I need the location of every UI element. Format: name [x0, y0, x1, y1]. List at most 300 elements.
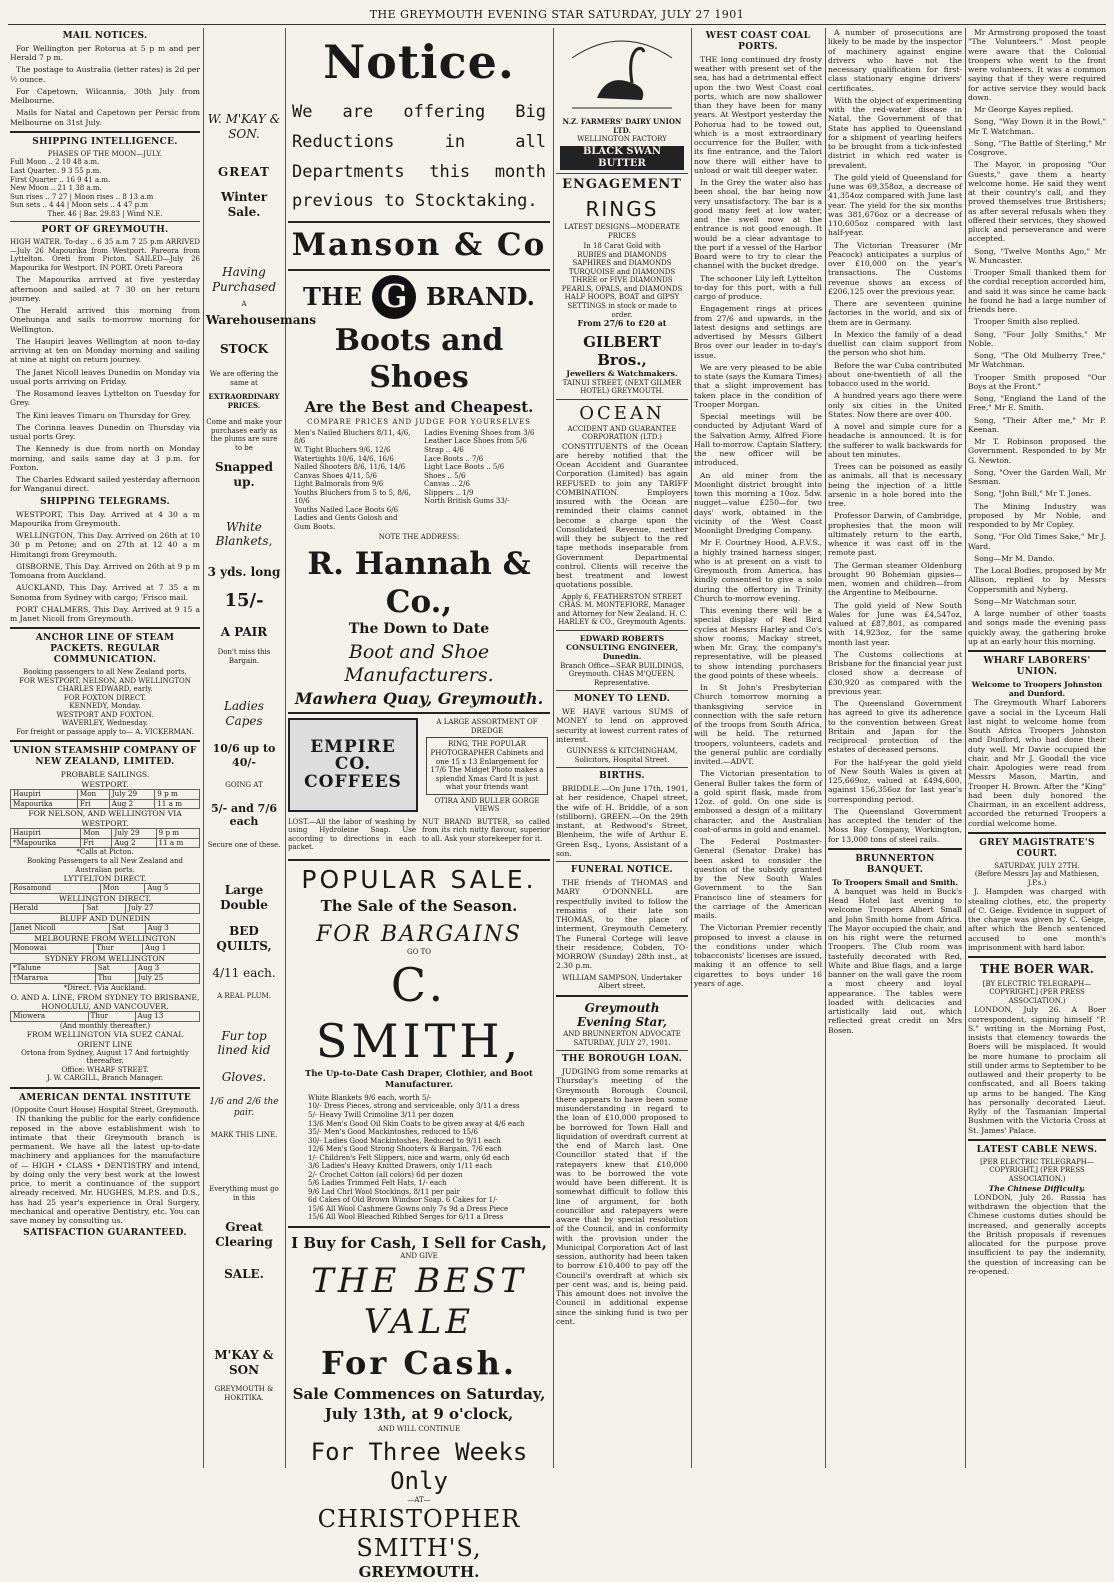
small-ads-row: [288, 718, 550, 813]
and-give: AND GIVE: [400, 1252, 438, 1261]
table-cell: Sat: [110, 924, 145, 934]
note-address: NOTE THE ADDRESS:: [378, 533, 460, 542]
coal-title: WEST COAST COAL PORTS.: [705, 31, 811, 52]
table-cell: Janet Nicoll: [11, 924, 110, 934]
soap-butter-row: [288, 818, 550, 855]
table-cell: Thur: [94, 944, 143, 954]
bed-quilts: BED QUILTS,: [216, 924, 272, 953]
brunnerton-title: BRUNNERTON BANQUET.: [855, 853, 935, 875]
going-price: 5/- and 7/6 each: [210, 801, 278, 829]
bluff-title: BLUFF AND DUNEDIN: [59, 914, 151, 924]
table-cell: Mon: [81, 828, 112, 838]
price-item: Lace Boots .. 7/6: [424, 454, 484, 463]
table-cell: July 27: [126, 904, 200, 914]
smith-item: 3/6 Ladies's Heavy Knitted Drawers, only 1/11 each: [308, 1162, 492, 1171]
china-body: LONDON, July 26. Russia has withdrawn the objection that the Chinese customs duties should be increased, and generally accepts the British proposals if revenues allocated for the purpose prove insufficient to pay the indemnity, the question of increasing can be re-opened.: [968, 1192, 1106, 1276]
paragraph: THE long continued dry frosty weather with present set of the sea, has had a detrimental effect upon the two West Coast coal ports, which are now shallower than they have been for many years. At Westport yesterday the Pohorua had to be towed out, which is a most extraordinary occurrence for the Buller, with its fine entrance, and the Talori now there will either have to unload or wait till deeper water.: [694, 54, 822, 175]
court-title: GREY MAGISTRATE'S COURT.: [979, 837, 1095, 859]
firm-name: W. M'KAY & SON.: [207, 112, 281, 141]
brunnerton-sub: To Troopers Small and Smith.: [831, 877, 959, 887]
paragraph: Song—Mr M. Dando.: [974, 553, 1055, 563]
g-brand-row: [288, 275, 550, 319]
divider: [10, 1087, 200, 1089]
table-cell: Thu: [95, 974, 135, 984]
ring-price: From 27/6 to £20 at: [577, 318, 667, 329]
anchor-lines: [10, 668, 200, 736]
table-cell: Aug 13: [135, 1012, 199, 1022]
divider: [10, 131, 200, 133]
suez-text: Ortona from Sydney, August 17 And fortnightly thereafter.: [21, 1048, 189, 1066]
paragraph: In the Grey the water also has been shoal, the bar being now very unsatisfactory. The bar is a good many feet at low water, and the swell now at the entrance is not good enough. It would be a clear advantage to the port if a vessel of the Harbor Board were to try to clear the channel with the bucket dredge.: [694, 178, 822, 271]
for-cash: For Cash.: [321, 1343, 517, 1382]
port-title: PORT OF GREYMOUTH.: [41, 225, 169, 236]
money-firm: GUINNESS & KITCHINGHAM, Solicitors, Hospital Street.: [566, 747, 678, 764]
table-cell: Haupiri: [11, 828, 81, 838]
dont-miss: Don't miss this Bargain.: [217, 648, 271, 665]
ring-ad: [424, 718, 550, 813]
anchor-line: FOR WESTPORT, NELSON, AND WELLINGTON: [19, 676, 191, 685]
wharf-body: The Greymouth Wharf Laborers gave a social in the Lyceum Hall last night to welcome home from South Africa Troopers Johnston and Dunford, who had done their duty well. Mr Davie occupied the chair, and Mr J. Goodall the vice chair. Apologies were read from Messrs Mason, Martin, and Trooper H. Brown. After the "King" had been duly honored the Chairman, in an excellent address, accorded the returned Troopers a cordial welcome home.: [968, 698, 1106, 828]
telegram: WELLINGTON, This Day. Arrived on 26th at 10 30 p m Petone; and on 27th at 12 40 a m Himitangi from Greymouth.: [10, 531, 200, 559]
office: Office: WHARF STREET.: [61, 1065, 149, 1074]
paragraph: There are seventeen quinine factories in the world, and six of them are in Germany.: [828, 299, 962, 327]
tainui: TAINUI STREET, (NEXT GILMER HOTEL) GREYMOUTH.: [562, 378, 682, 396]
hannah-name: R. Hannah & Co.,: [307, 545, 531, 620]
table-cell: Sat: [95, 964, 135, 974]
telegrams-title: SHIPPING TELEGRAMS.: [40, 496, 170, 507]
sun-line: Sun sets .. 4 44 | Moon sets .. 4 47 p.m: [10, 201, 148, 210]
great-clearing: Great Clearing: [215, 1220, 273, 1249]
telegram: WESTPORT, This Day. Arrived at 4 30 a m Mapourika from Greymouth.: [10, 509, 200, 528]
dental-title: AMERICAN DENTAL INSTITUTE: [19, 1092, 191, 1103]
boots-headline: Boots and Shoes: [334, 322, 504, 395]
funeral: THE friends of THOMAS and MARY O'DONNELL are respectfully invited to follow the remains of their late son THOMAS, to the place of interment, Greymouth Cemetery. The Funeral Cortege will leave their residence, Cobden, TO-MORROW (Sunday) 28th inst., at 2.30 p.m.: [556, 878, 688, 971]
g-logo-icon: G: [372, 275, 416, 319]
paragraph: This evening there will be a special display of Red Bird cycles at Messrs Harley and Co's show rooms, Mackay street, when Mr. Gray, the company's representative, will be pleased to show intending purchasers the good points of these wheels.: [694, 606, 822, 680]
snapped-up: Snapped up.: [215, 460, 273, 490]
paragraph: Mr Armstrong proposed the toast "The Volunteers." Most people were aware that the Colonial troopers who went to the front were volunteers. It was a common saying that if they were required for active service they would back down.: [968, 28, 1106, 102]
paragraph: Song, "For Old Times Sake," Mr J. Ward.: [968, 532, 1106, 551]
table-cell: 11 a m: [156, 838, 200, 848]
undertaker: WILLIAM SAMPSON, Undertaker Albert street.: [562, 973, 682, 991]
paragraph: Song, "England the Land of the Free," Mr E. Smith.: [968, 394, 1106, 413]
compare: COMPARE PRICES AND JUDGE FOR YOURSELVES: [307, 418, 531, 427]
moon-row: Full Moon .. 2 10 48 a.m.: [10, 158, 100, 167]
divider: [556, 861, 688, 862]
melbourne-title: MELBOURNE FROM WELLINGTON: [34, 934, 176, 944]
telegram: AUCKLAND, This Day. Arrived at 7 35 a m Sonoma from Sydney with cargo; 'Frisco mail.: [10, 583, 200, 602]
price-item: Light Balmorals from 9/6: [294, 480, 384, 489]
table-cell: Sat: [84, 904, 126, 914]
sun-times: [10, 193, 200, 210]
dairy-logo-top: N.Z. FARMERS' DAIRY UNION LTD.: [562, 117, 682, 135]
paragraph: For the half-year the gold yield of New South Wales is given at 125,669oz, valued at £494,600, against 156,356oz for last year's corresponding period.: [828, 757, 962, 804]
white-blankets: White Blankets,: [215, 519, 273, 549]
engagement: ENGAGEMENT: [562, 176, 682, 192]
loan-title: THE BOROUGH LOAN.: [561, 1054, 683, 1065]
paragraph: Song, "Way Down it in the Bowl," Mr T. Watchman.: [968, 117, 1106, 136]
smith-item: 6d Cakes of Old Brown Windsor Soap, 6 Cakes for 1/-: [308, 1196, 498, 1205]
divider: [288, 269, 550, 271]
mail-notices-title: MAIL NOTICES.: [62, 31, 148, 41]
column-divider: [285, 28, 286, 1468]
paragraph: Trees can be poisoned as easily as animals, all that is necessary being the injection of a little arsenic in a hole bored into the tree.: [828, 462, 962, 508]
column-divider: [965, 28, 966, 1468]
blanket-price: 15/-: [224, 589, 264, 611]
large-double: Large Double: [220, 883, 268, 912]
port-paragraph: The Herald arrived this morning from Onehunga and sails to-morrow morning for Wellington.: [10, 306, 200, 334]
bluff-table: [10, 923, 200, 934]
mark-line: MARK THIS LINE.: [210, 1130, 278, 1139]
port-paragraph: The Rosamond leaves Lyttelton on Tuesday for Grey.: [10, 389, 200, 408]
mail-line: For Wellington per Rotorua at 5 p m and per Herald 7 p m.: [10, 43, 200, 63]
paragraph: Trooper Small thanked them for the cordial reception accorded him, and said it was since he came back he found he had a large number of friends here.: [968, 268, 1106, 314]
paragraph: Special meetings will be conducted by Adjutant Ward of the Salvation Army, Alfred Fiore Hall to-morrow. Captain Slattery, the new officer will be introduced.: [694, 412, 822, 468]
telegrams: [10, 510, 200, 624]
real-plum: A REAL PLUM.: [217, 992, 271, 1001]
price-item: North British Gums 33/-: [424, 497, 510, 506]
smith-item: 5/- Heavy Twill Crimoline 3/11 per dozen: [308, 1111, 454, 1119]
secure: Secure one of these.: [207, 840, 281, 849]
anchor-line: WESTPORT AND FOXTON.: [56, 710, 154, 719]
column-divider: [203, 28, 204, 1468]
brand-word: BRAND.: [425, 282, 535, 312]
price-item: Watertights 10/6, 14/6, 16/6: [294, 454, 394, 463]
news-paragraphs: [828, 28, 962, 844]
column-news: [828, 28, 962, 1468]
sale-date: July 13th, at 9 o'clock,: [324, 1405, 514, 1423]
price-item: Shoes .. 5/6: [424, 471, 466, 480]
table-cell: July 25: [135, 974, 199, 984]
fur-top: Fur top lined kid: [217, 1028, 271, 1058]
lost-notice: LOST.—All the labor of washing by using Hydroleine Soap. Use according to directions in each packet.: [288, 817, 416, 852]
table-cell: Mapourika: [11, 799, 78, 809]
divider: [10, 627, 200, 629]
divider: [556, 630, 688, 631]
three-weeks: For Three Weeks Only: [310, 1437, 528, 1496]
glove-price: 1/6 and 2/6 the pair.: [209, 1096, 279, 1118]
table-cell: *Mapourika: [11, 838, 81, 848]
sale-commences: Sale Commences on Saturday,: [292, 1384, 546, 1403]
paragraph: The gold yield of New South Wales for June was £4,547oz, valued at £87,801, as compared with 14,923oz, for the same month last year.: [828, 600, 962, 647]
mawhera-quay: Mawhera Quay, Greymouth.: [294, 688, 544, 708]
column-divider: [553, 28, 554, 1468]
china-title: The Chinese Difficulty.: [988, 1183, 1086, 1193]
paragraph: Mr T. Robinson proposed the Government. Responded to by Mr G. Newton.: [968, 437, 1106, 465]
paragraph: Mr George Kayes replied.: [974, 105, 1074, 114]
price-item: W. Tight Bluchers 9/6, 12/6: [294, 446, 391, 454]
stock: STOCK: [219, 341, 269, 356]
column-mkay-ad: [206, 28, 316, 1468]
smith-item: 30/- Ladies Good Mackintoshes, Reduced to 9/11 each: [308, 1136, 501, 1145]
carat: In 18 Carat Gold with: [583, 242, 661, 251]
table-row: [11, 799, 200, 809]
table-cell: Aug 1: [143, 944, 200, 954]
table-row: [11, 924, 200, 934]
come-early: Come and make your purchases early as the plums are sure to be: [206, 418, 282, 452]
sailings-title: PROBABLE SAILINGS.: [60, 770, 150, 780]
court-body: J. Hampden was charged with stealing clothes, etc, the property of C. Geige. Evidence in support of the charge was given by C. Geige, after which the Bench sentenced accused to one month's imprisonment with hard labor.: [968, 887, 1106, 952]
manufacturers: Boot and Shoe Manufacturers.: [344, 640, 494, 686]
nelson-table: [10, 828, 200, 849]
paragraph: We are very pleased to be able to state (says the Kumara Times) that a slight improvement has taken place in the condition of Trooper Morgan.: [694, 362, 822, 409]
table-cell: Aug 2: [112, 838, 156, 848]
down-to-date: The Down to Date: [348, 621, 490, 638]
column-shipping: [10, 28, 200, 1468]
smith-item: 2/- Crochet Cotton (all colors) 6d per dozen: [308, 1170, 463, 1179]
banquet-paragraphs: [968, 28, 1106, 646]
dental-body: IN thanking the public for the early confidence reposed in the above establishment wish to intimate that their Greymouth branch is permanent. We have all the latest up-to-date machinery and appliances for the manufacture of — HIGH • CLASS • DENTISTRY and intend, by doing only the very best work at the lowest price, to merit a continuance of the support already received. Mr. HUGHES, M.P.S. and D.S., has had 25 year's experience in Oral Surgery, mechanical and operative Dentistry, etc. You can save money by consulting us.: [10, 1114, 200, 1226]
smith-item: 1/- Children's Felt Slippers, nice and warm, only 6d each: [308, 1153, 510, 1162]
paragraph: The Queensland Government has agreed to give its adherence to the convention between Great Britain and Japan for the reciprocal protection of the estates of deceased persons.: [828, 699, 962, 755]
divider: [968, 650, 1106, 652]
a-word: A: [241, 300, 247, 309]
anchor-line: For freight or passage apply to— A. VICKERMAN.: [16, 727, 194, 736]
price-item: Ladies Evening Shoes from 3/6: [424, 428, 535, 437]
paragraph: Professor Darwin, of Cambridge, prophesies that the moon will ultimately return to the earth, whence it was cast off in the remote past.: [828, 511, 962, 558]
column-divider: [691, 28, 692, 1468]
divider: [10, 740, 200, 742]
dental-guarantee: SATISFACTION GUARANTEED.: [23, 1228, 187, 1239]
table-cell: Aug 5: [145, 884, 200, 894]
price-item: Nailed Shooters 8/6, 11/6, 14/6: [294, 463, 406, 472]
table-cell: Rosamond: [11, 884, 101, 894]
births: BRIDDLE.—On June 17th, 1901, at her residence, Chapel street, the wife of H. Briddle, of a son (stillborn). GREEN.—On the 29th instant, at Redwood's Street, Blenheim, the wife of Arthur E. Green Esq., Lyons, Assistant of a son.: [556, 784, 688, 858]
roberts-sub: Branch Office—SEAR BUILDINGS, Greymouth. CHAS M'QUEEN, Representative.: [560, 661, 684, 687]
paragraph: The gold yield of Queensland for June was 69,358oz, a decrease of 41,354oz compared with June last year. The yield for the six months was 381,676oz or a decrease of 110,605oz compared with last half-year.: [828, 172, 962, 238]
paragraph: Before the war Cuba contributed about one-twentieth of all the tobacco used in the world.: [828, 360, 962, 388]
moon-title: PHASES OF THE MOON—JULY.: [47, 149, 163, 158]
mail-line: The postage to Australia (letter rates) is 2d per ½ ounce.: [10, 65, 200, 84]
go-to: GO TO: [407, 948, 431, 957]
divider: [556, 399, 688, 400]
table-cell: Monowai: [11, 944, 94, 954]
brunnerton-body: A banquet was held in Buck's Head Hotel last evening to welcome Troopers Albert Small and John Smith home from Africa. The Mayor occupied the chair, and on his right were the returned Troopers. The Club room was tastefully decorated with Red, White and Blue flags, and a large banner on the wall gave the room a most cheery and loyal appearance. The tables were loaded with delicacies and artistically laid out, which reflected great credit on Mrs Bosen.: [828, 886, 962, 1035]
oa-title: O. AND A. LINE, FROM SYDNEY TO BRISBANE, HONOLULU, AND VANCOUVER.: [10, 992, 200, 1011]
price-item: Youths Bluchers from 5 to 5, 8/6, 10/6: [294, 488, 411, 506]
melbourne-table: [10, 943, 200, 954]
paragraph: Song, "The Battle of Sterling," Mr Cosgrove.: [968, 138, 1106, 157]
shipping-title: SHIPPING INTELLIGENCE.: [32, 136, 178, 147]
oa-table: [10, 1011, 200, 1022]
money-body: WE HAVE various SUMS of MONEY to lend on approved security at lowest current rates of interest.: [556, 707, 688, 744]
column-coal-ports: [694, 28, 822, 1468]
court-before: (Before Messrs Jay and Mathiesen, J.P.s.): [974, 870, 1100, 887]
cable-sub: [PER ELECTRIC TELEGRAPH—COPYRIGHT.] (PER PRESS ASSOCIATION.): [980, 1157, 1094, 1183]
telegram: GISBORNE, This Day. Arrived on 26th at 9 p m Tomoana from Auckland.: [10, 561, 200, 580]
paragraph: A hundred years ago there were only six cities in the United States. Now there are over 400.: [828, 391, 962, 419]
wharf-sub: Welcome to Troopers Johnston and Dunford.: [971, 679, 1103, 699]
table-row: [11, 904, 200, 914]
for-bargains: FOR BARGAINS: [316, 921, 522, 947]
divider: [288, 712, 550, 714]
offering-same: We are offering the same at: [209, 370, 279, 387]
masthead: THE GREYMOUTH EVENING STAR SATURDAY, JULY 27 1901: [369, 8, 745, 21]
sydney-notes: *Direct. †Via Auckland.: [63, 984, 147, 992]
cable-title: LATEST CABLE NEWS.: [976, 1144, 1098, 1155]
divider: [556, 690, 688, 691]
divider: [556, 995, 688, 997]
price-item: Canvas Shoes 4/11, 5/6: [294, 471, 377, 480]
ring-item: RUBIES and DIAMONDS: [577, 250, 667, 259]
telegram: PORT CHALMERS, This Day. Arrived at 9 15 a m Janet Nicoll from Greymouth.: [10, 604, 200, 623]
paragraph: The Mining Industry was proposed by Mr Noble, and responded to by Mr Copley.: [968, 501, 1106, 529]
will-continue: AND WILL CONTINUE: [377, 1425, 461, 1434]
port-paragraph: The Haupiri leaves Wellington at noon to-day arriving at ten on Monday morning and sailing at nine at night on return journey.: [10, 336, 200, 365]
table-cell: July 29: [109, 789, 154, 799]
paragraph: Song, "Four Jolly Smiths," Mr Noble.: [968, 329, 1106, 348]
table-cell: Thur: [88, 1012, 135, 1022]
price-item: Men's Nailed Bluchers 8/11, 4/6, 8/6: [294, 428, 411, 446]
port-paragraph: The Charles Edward sailed yesterday afternoon for Wanganui direct.: [10, 475, 200, 494]
paragraph: A novel and simple cure for a headache is announced. It is for the sufferer to walk backwards for about ten minutes.: [828, 422, 962, 459]
greymouth: GREYMOUTH.: [358, 1563, 480, 1582]
best-cheapest: Are the Best and Cheapest.: [304, 398, 534, 417]
winter-sale: Winter Sale.: [220, 189, 268, 219]
ring-item: TURQUOISE and DIAMONDS: [568, 267, 676, 276]
paragraph: The German steamer Oldenburg brought 90 Bohemian gipsies—men, women and children—from the Argentine to Melbourne.: [828, 560, 962, 598]
paper-sub: AND BRUNNERTON ADVOCATE: [563, 1029, 681, 1038]
paragraph: Song, "Over the Garden Wall, Mr Sesman.: [968, 467, 1106, 486]
divider: [10, 221, 200, 222]
popular-sale: POPULAR SALE.: [301, 864, 537, 894]
divider: [968, 956, 1106, 958]
paragraph: Trooper Smith proposed "Our Boys at the Front.": [968, 372, 1106, 391]
paragraph: The Local Bodies, proposed by Mr Allison, replied to by Messrs Coppersmith and Nyberg.: [968, 566, 1106, 594]
paragraph: The schooner Lily left Lyttelton to-day for this port, with a full cargo of produce.: [694, 273, 822, 302]
column-divider: [825, 28, 826, 1468]
paragraph: In Mexico the family of a dead duellist can claim support from the person who shot him.: [828, 329, 962, 358]
smith-item: White Blankets 9/6 each, worth 5/-: [308, 1093, 432, 1102]
divider: [288, 221, 550, 223]
anchor-line: WAVERLEY, Wednesday.: [61, 719, 149, 728]
paragraph: Song—Mr Watchman sour.: [974, 596, 1077, 606]
anchor-line: KENNEDY, Monday.: [69, 702, 141, 711]
ring-item: SAPHIRES and DIAMONDS: [572, 259, 672, 268]
money-title: MONEY TO LEND.: [573, 694, 671, 705]
ring-items: [556, 251, 688, 319]
table-cell: Aug 2: [109, 799, 154, 809]
extraordinary: EXTRAORDINARY PRICES.: [208, 392, 280, 410]
yds-long: 3 yds. long: [207, 564, 281, 579]
smith-item: 35/- Men's Good Mackintoshes, reduced to 15/6: [308, 1128, 478, 1137]
paragraph: The Customs collections at Brisbane for the financial year just closed show a decrease of £30,920 as compared with the previous year.: [828, 649, 962, 696]
table-cell: Miowera: [11, 1012, 89, 1022]
otira: OTIRA AND BULLER GORGE VIEWS: [434, 796, 540, 814]
at: —AT—: [407, 1496, 431, 1505]
table-cell: Fri: [81, 838, 112, 848]
lyttelton-title: LYTTELTON DIRECT.: [63, 874, 147, 884]
price-item: Strap .. 4/6: [424, 446, 464, 454]
paper-title: Greymouth Evening Star,: [577, 1000, 667, 1030]
ring-item: THREE or FIVE DIAMONDS: [571, 276, 673, 285]
births-title: BIRTHS.: [599, 771, 645, 782]
smith-item: 9/6 Lad Chrl Wool Stockings, 8/11 per pair: [308, 1187, 460, 1196]
divider: [968, 1139, 1106, 1141]
oa-note: (And monthly thereafter.): [59, 1021, 151, 1030]
ocean-body: CONSTITUENTS of the Ocean are hereby notified that the Ocean Accident and Guarantee Corporation (Limited) has again REFUSED to join any TARIFF COMBINATION. Employers insured with the Ocean are reminded their claims cannot become a charge upon the Consolidated Revenue, neither will they be subject to the red tape methods inseparable from Government Departmental control. Clients will receive the best treatment and lowest quotations possible.: [556, 441, 688, 590]
ocean: OCEAN: [579, 402, 665, 424]
going-at: GOING AT: [225, 781, 263, 790]
dental-sub: (Opposite Court House) Hospital Street, Greymouth.: [11, 1105, 199, 1114]
column-reports: [968, 28, 1106, 1468]
capes-price: 10/6 up to 40/-: [212, 742, 276, 769]
port-paragraph: The Kennedy is due from north on Monday morning, and sails same day at 3 p.m. for Foxton.: [10, 444, 200, 472]
mail-notices: [10, 44, 200, 127]
loan-body: JUDGING from some remarks at Thursday's meeting of the Greymouth Borough Council, there appears to have been some misunderstanding in regard to the loan of £10,000 proposed to be borrowed for Town Hall and liquidation of overdraft current at the end of March last. One Councillor stated that if the ratepayers knew that £10,000 was to be borrowed the vote would have been different. It is somewhat difficult to follow this line of argument, for both councillor and ratepayers were aware that by special resolution of the Council, and in conformity with the provision under the Municipal Corporation Act of last session, authority had been taken to borrow £10,400 to pay off the Council's overdraft at which six per cent was, and is, being paid. This amount does not involve the Council in additional expense since the sinking fund is two per cent.: [556, 1067, 688, 1326]
divider: [288, 1226, 550, 1228]
sydney-table: [10, 963, 200, 984]
prices-left: [294, 429, 414, 531]
the-word: THE: [303, 282, 362, 312]
paragraph: Song, "John Bull," Mr T. Jones.: [974, 489, 1092, 499]
table-cell: Aug 3: [135, 964, 199, 974]
sydney-title: SYDNEY FROM WELLINGTON: [44, 954, 166, 964]
wellington-table: [10, 903, 200, 914]
ring-ad-body: RING, THE POPULAR PHOTOGRAPHER Cabinets and one 15 x 13 Enlargement for 17/6 The Midget Photo makes a splendid Xmas Card It is just what your friends want: [426, 737, 548, 794]
divider: [556, 767, 688, 768]
paragraph: The Victorian Premier recently proposed to invest a clause in the conditions under which tobacconists' licenses are issued, making it an offence to sell cigarettes to boys under 16 years of age.: [694, 923, 822, 988]
paragraph: A large number of other toasts and songs made the evening pass quickly away, the gathering broke up at an early hour this morning.: [968, 609, 1106, 646]
nelson-title: FOR NELSON, AND WELLINGTON VIA WESTPORT.: [28, 809, 182, 828]
smith-item: 13/6 Men's Good Oil Skin Coats to be given away at 4/6 each: [308, 1119, 525, 1128]
draper: The Up-to-Date Cash Draper, Clothier, and Boot Manufacturer.: [305, 1069, 533, 1090]
paragraph: Mr F. Courtney Hood, A.F.V.S., a highly trained harness singer, who is at present on a visit to Greymouth from America, has kindly consented to give a solo during the offertory in Trinity Church to-morrow evening.: [694, 538, 822, 603]
paragraph: With the object of experimenting with the red-water disease in Natal, the Government of that State has applied to Queensland for a shipment of yearling heifers to be brought from a tick-infested district in which red water is prevalent.: [828, 95, 962, 170]
roberts: EDWARD ROBERTS CONSULTING ENGINEER, Dunedin.: [566, 633, 678, 662]
paragraph: The Queensland Government has accepted the tender of the Moss Bay Company, Workington, for 13,000 tons of steel rails.: [828, 806, 962, 844]
nelson-note: *Calls at Picton.: [76, 848, 134, 857]
table-cell: July 29: [112, 828, 156, 838]
nut-brand: NUT BRAND BUTTER, so called from its rich nutty flavour, superior to all. Ask your storekeeper for it.: [422, 817, 550, 843]
boer-sub: [BY ELECTRIC TELEGRAPH—COPYRIGHT.] (PER PRESS ASSOCIATION.): [982, 979, 1092, 1005]
smith-item: 12/6 Men's Good Strong Shooters & Bargain, 7/6 each: [308, 1145, 502, 1154]
suez-title: FROM WELLINGTON VIA SUEZ CANAL ORIENT LINE: [26, 1030, 184, 1049]
divider: [556, 173, 688, 174]
table-cell: Aug 3: [145, 924, 200, 934]
table-cell: 9 p m: [156, 828, 200, 838]
moon-row: First Quarter .. 16 9 41 a.m.: [10, 175, 111, 184]
gloves: Gloves.: [221, 1070, 267, 1085]
paragraph: In St John's Presbyterian Church tomorrow morning a thanksgiving service in connection with the safe return of the troops from South Africa, will be held. The returned troopers, volunteers, cadets and the general public are cordially invited.—ADVT.: [694, 683, 822, 767]
table-cell: †Mararoa: [11, 974, 96, 984]
empire-coffee-logo: EMPIRE CO. COFFEES: [288, 718, 418, 812]
quilt-price: 4/11 each.: [212, 965, 276, 980]
having-purchased: Having Purchased: [211, 265, 277, 294]
table-cell: 9 p m: [155, 789, 200, 799]
table-cell: 11 a m: [155, 799, 200, 809]
price-item: Ladies and Gents Golosh and Gum Boots.: [294, 514, 398, 531]
port-paragraph: The Janet Nicoll leaves Dunedin on Monday via usual ports arriving on Friday.: [10, 367, 200, 386]
mail-line: Mails for Natal and Capetown per Persic from Melbourne on 31st July.: [10, 108, 200, 127]
price-item: Youths Nailed Lace Boots 6/6: [294, 505, 399, 514]
port-text: HIGH WATER. To-day .. 6 35 a.m 7 25 p.m ARRIVED—July 26 Mapourika from Westport. Pareora from Lyttelton. Oreti from Picton. SAILED—July 26 Mapourika for Westport. IN PORT. Oreti Pareora: [10, 238, 200, 272]
smith-item: 5/6 Ladies Trimmed Felt Hats, 1/- each: [308, 1179, 447, 1188]
price-list: [294, 429, 544, 531]
table-cell: Mon: [100, 884, 144, 894]
paragraph: The Federal Postmaster-General (Senator Drake) has been asked to consider the question of the subsidy granted by the New South Wales Government to the San Francisco line of steamers for the carriage of the American mails.: [694, 837, 822, 921]
weather: Ther. 46 | Bar. 29.83 | Wind N.E.: [47, 209, 163, 218]
buy-cash: I Buy for Cash, I Sell for Cash,: [291, 1233, 547, 1252]
smith-item: 15/6 All Wool Cashmere Gowns only 7s 9d a Dress Piece: [308, 1204, 509, 1213]
price-item: Light Lace Boots .. 5/6: [424, 463, 505, 472]
wharf-title: WHARF LABORERS' UNION.: [983, 656, 1091, 677]
paragraph: Song, "The Old Mulberry Tree," Mr Watchman.: [968, 351, 1106, 370]
best-vale: THE BEST VALE: [311, 1260, 527, 1343]
divider: [968, 832, 1106, 834]
towns: GREYMOUTH & HOKITIKA.: [214, 1385, 274, 1402]
westport-title: WESTPORT.: [81, 779, 129, 789]
